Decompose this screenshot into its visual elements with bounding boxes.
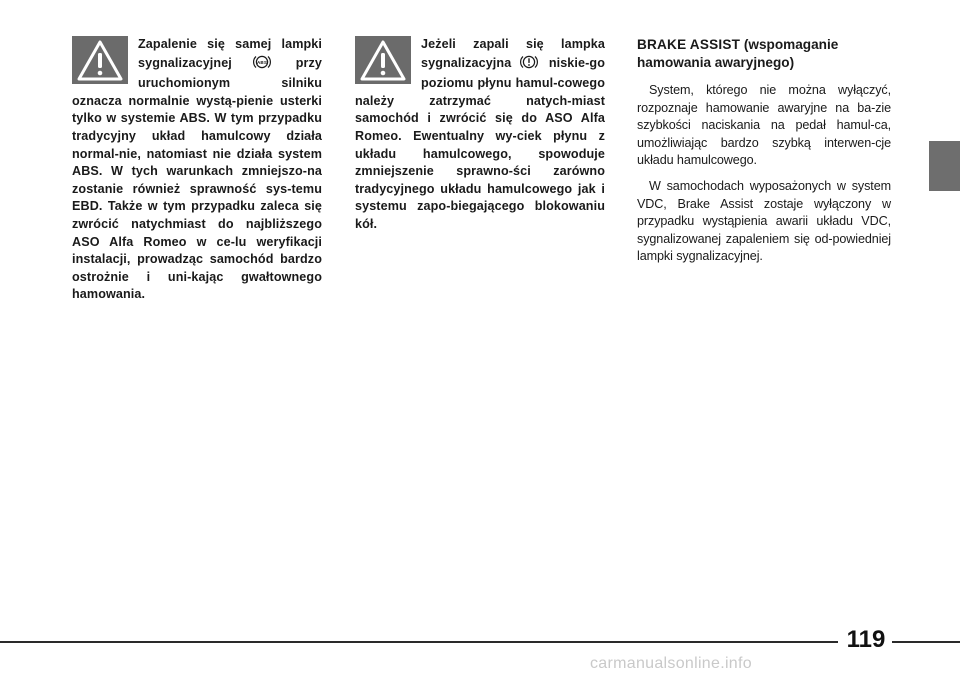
brake-warning-light-icon bbox=[520, 54, 538, 76]
brake-assist-title: BRAKE ASSIST bbox=[637, 37, 741, 52]
brake-assist-subtitle: (wspomaganie hamowania awaryjnego) bbox=[637, 37, 839, 70]
abs-warning-text-part1: Zapalenie się samej lampki sygnalizacyjnej bbox=[138, 37, 322, 70]
footer-rule-left bbox=[0, 641, 838, 643]
abs-warning-text-part2: przy uruchomionym silniku oznacza normalnie wystą-pienie usterki tylko w systemie ABS. W tym przypadku tradycyjny układ hamulcowy działa normal-nie, natomiast nie działa system ABS. W tych warunkach zmniejszo-na zostanie również sprawność sys-temu EBD. Także w tym przypadku zaleca się zwrócić natychmiast do najbliższego ASO Alfa Romeo w ce-lu weryfikacji instalacji, prowadząc samochód bardzo ostrożnie i uni-kając gwałtownego hamowania. bbox=[72, 55, 322, 302]
column-brake-fluid-warning bbox=[355, 36, 605, 234]
warning-triangle-icon bbox=[355, 36, 411, 84]
brake-assist-heading bbox=[637, 36, 891, 72]
page-number: 119 bbox=[846, 626, 886, 653]
footer-rule-right bbox=[892, 641, 960, 643]
svg-text:ABS: ABS bbox=[257, 59, 268, 65]
brake-fluid-text-part2: niskie-go poziomu płynu hamul-cowego należy zatrzymać natych-miast samochód i zwrócić się do ASO Alfa Romeo. Ewentualny wy-ciek płynu z układu hamulcowego, spowoduje zmniejszenie sprawno-ści zarówno tradycyjnego układu hamulcowego jak i systemu zapo-biegającego blokowaniu kół. bbox=[355, 55, 605, 231]
watermark: carmanualsonline.info bbox=[590, 655, 752, 672]
column-brake-assist bbox=[637, 36, 891, 274]
column-abs-warning bbox=[72, 36, 322, 304]
warning-triangle-icon bbox=[72, 36, 128, 84]
abs-warning-light-icon bbox=[253, 54, 271, 76]
section-tab bbox=[929, 141, 960, 191]
brake-assist-paragraph-2: W samochodach wyposażonych w system VDC, Brake Assist zostaje wyłączony w przypadku wystąpienia awarii układu VDC, sygnalizowanej zapaleniem się od-powiedniej lampki sygnalizacyjnej. bbox=[637, 178, 891, 264]
brake-fluid-text-part1: Jeżeli zapali się lampka sygnalizacyjna bbox=[421, 37, 605, 70]
brake-assist-paragraph-1: System, którego nie można wyłączyć, rozpoznaje hamowanie awaryjne na ba-zie szybkości naciskania na pedał hamul-ca, umożliwiając bardzo szybką interwen-cje układu hamulcowego. bbox=[637, 83, 891, 168]
